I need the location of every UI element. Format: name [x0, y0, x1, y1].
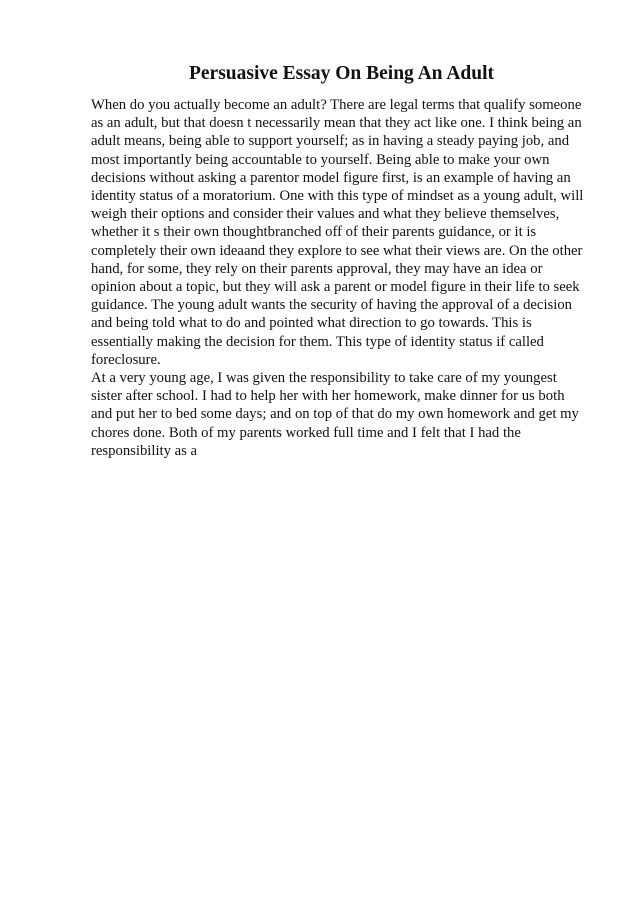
body-line: hand, for some, they rely on their parents approval, they may have an idea or [91, 260, 543, 277]
body-line: chores done. Both of my parents worked full time and I felt that I had the [91, 424, 521, 441]
body-line: At a very young age, I was given the responsibility to take care of my youngest [91, 370, 557, 387]
body-line: weigh their options and consider their values and what they believe themselves, [91, 206, 560, 223]
body-line: most importantly being accountable to yourself. Being able to make your own [91, 151, 550, 168]
body-line: guidance. The young adult wants the security of having the approval of a decision [91, 297, 573, 314]
body-line: opinion about a topic, but they will ask a parent or model figure in their life to seek [91, 279, 580, 296]
body-line: essentially making the decision for them. This type of identity status if called [91, 333, 544, 350]
body-line: identity status of a moratorium. One with this type of mindset as a young adult, will [91, 188, 584, 205]
body-line: When do you actually become an adult? There are legal terms that qualify someone [91, 97, 582, 113]
body-line: whether it s their own thoughtbranched off of their parents guidance, or it is [91, 224, 537, 241]
body-line: and put her to bed some days; and on top of that do my own homework and get my [91, 406, 579, 423]
document-body [91, 96, 591, 460]
body-line: adult means, being able to support yourself; as in having a steady paying job, and [91, 133, 570, 150]
document-title: Persuasive Essay On Being An Adult [188, 63, 495, 84]
body-line: completely their own ideaand they explore to see what their views are. On the other [91, 242, 583, 259]
body-line: as an adult, but that doesn t necessarily mean that they act like one. I think being an [91, 115, 582, 132]
body-line: and being told what to do and pointed what direction to go towards. This is [91, 315, 532, 332]
body-line: foreclosure. [91, 351, 161, 368]
body-line: decisions without asking a parentor model figure first, is an example of having an [91, 169, 571, 186]
body-line: sister after school. I had to help her with her homework, make dinner for us both [91, 388, 565, 405]
body-line: responsibility as a [91, 442, 198, 459]
